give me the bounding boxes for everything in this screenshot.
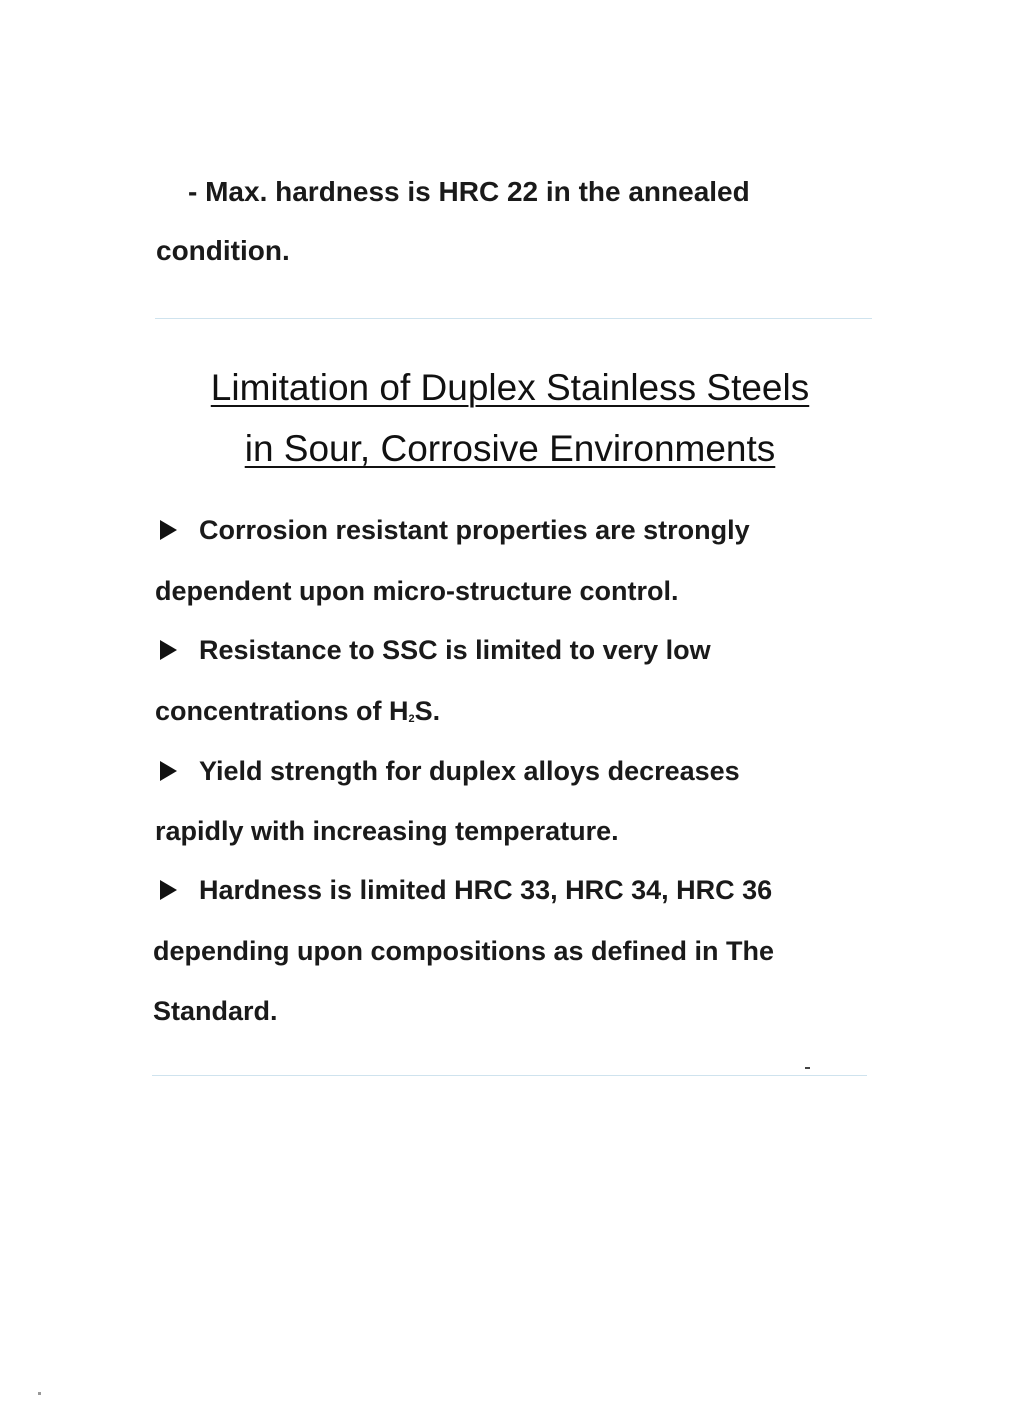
- bullet-2-text-2-suffix: S.: [414, 696, 441, 726]
- bullet-2-text-1: Resistance to SSC is limited to very low: [199, 635, 711, 665]
- bullet-1-line-1: [160, 514, 750, 546]
- right-triangle-icon: [160, 520, 177, 540]
- heading-line-2: in Sour, Corrosive Environments: [244, 428, 776, 469]
- divider-bottom: [152, 1075, 867, 1076]
- bullet-2-line-2: [155, 695, 440, 735]
- bullet-1-text-1: Corrosion resistant properties are strongly: [199, 515, 750, 545]
- intro-line-2: condition.: [156, 235, 290, 266]
- bullet-1-line-2: dependent upon micro-structure control.: [155, 576, 679, 606]
- divider-top: [155, 318, 872, 319]
- bullet-4-text-1: Hardness is limited HRC 33, HRC 34, HRC 36: [199, 875, 773, 905]
- heading-line-1: Limitation of Duplex Stainless Steels: [210, 367, 810, 408]
- right-triangle-icon: [160, 880, 177, 900]
- bullet-3-text-1: Yield strength for duplex alloys decreases: [199, 756, 740, 786]
- bullet-4-line-1: [160, 874, 772, 906]
- bullet-4-line-3: Standard.: [153, 996, 278, 1026]
- bullet-2-subscript: 2: [408, 713, 415, 725]
- intro-line-1: - Max. hardness is HRC 22 in the annealed: [188, 176, 750, 207]
- right-triangle-icon: [160, 761, 177, 781]
- bullet-2-text-2-prefix: concentrations of H: [155, 696, 409, 726]
- right-triangle-icon: [160, 640, 177, 660]
- scan-speck: [805, 1067, 810, 1069]
- bullet-4-line-2: depending upon compositions as defined in The: [153, 936, 775, 966]
- bullet-3-line-2: rapidly with increasing temperature.: [155, 816, 619, 846]
- bullet-2-line-1: [160, 634, 711, 666]
- scan-speck: [38, 1392, 41, 1395]
- bullet-3-line-1: [160, 755, 740, 787]
